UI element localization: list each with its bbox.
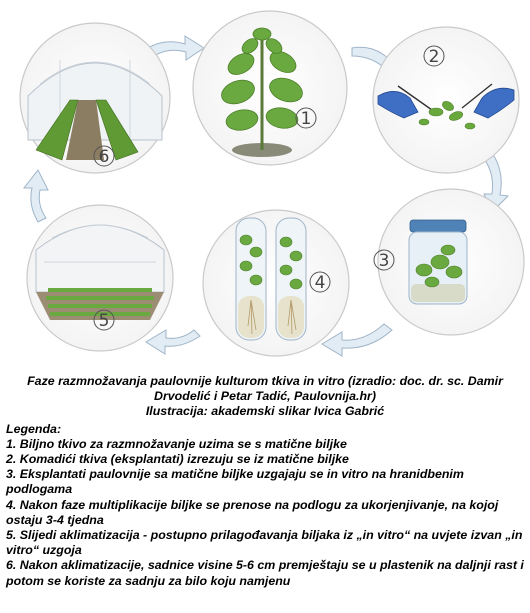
step-number-4: 4 [314, 273, 326, 293]
step-number-2: 2 [428, 47, 440, 67]
legend-title: Legenda: [6, 421, 62, 436]
step-number-3: 3 [378, 251, 390, 271]
step-1-mother-plant [193, 11, 347, 165]
caption-line-2: Ilustracija: akademski slikar Ivica Gabrić [145, 404, 385, 419]
figure-caption [6, 374, 524, 420]
legend-item-6: 6. Nakon aklimatizacije, sadnice visine 5-6 cm premještaju se u plastenik na daljnji rast i potom se koriste za sadnju za bilo koju namjenu [6, 558, 524, 588]
step-4-rooting-tubes [203, 210, 349, 356]
legend-item-2: 2. Komadići tkiva (eksplantati) izrezuju se iz matične biljke [6, 452, 349, 467]
step-3-in-vitro-jar [374, 189, 524, 335]
arrow-5-to-6 [24, 170, 48, 222]
step-5-acclimatization [27, 205, 173, 351]
caption-line-1: Faze razmnožavanja paulovnije kulturom tkiva in vitro (izradio: doc. dr. sc. Damir Drvodelić i Petar Tadić, Paulovnija.hr) [27, 374, 503, 404]
step-6-greenhouse [20, 23, 170, 173]
legend-list [6, 437, 524, 589]
legend-item-5: 5. Slijedi aklimatizacija - postupno prilagođavanja biljaka iz „in vitro“ na uvjete izvan „in vitro“ uzgoja [6, 528, 523, 558]
legend-item-3: 3. Eksplantati paulovnije sa matične biljke uzgajaju se in vitro na hranidbenim podlogama [6, 467, 464, 497]
step-number-6: 6 [98, 147, 110, 167]
arrow-4-to-5 [146, 330, 200, 354]
step-number-1: 1 [300, 109, 312, 129]
legend-item-4: 4. Nakon faze multiplikacije biljke se prenose na podlogu za ukorjenjivanje, na kojoj ostaju 3-4 tjedna [6, 497, 499, 527]
legend-item-1: 1. Biljno tkivo za razmnožavanje uzima se s matične biljke [6, 436, 347, 451]
caption-and-legend [6, 374, 524, 589]
step-2-cutting-explants [373, 27, 519, 173]
step-number-5: 5 [98, 311, 110, 331]
